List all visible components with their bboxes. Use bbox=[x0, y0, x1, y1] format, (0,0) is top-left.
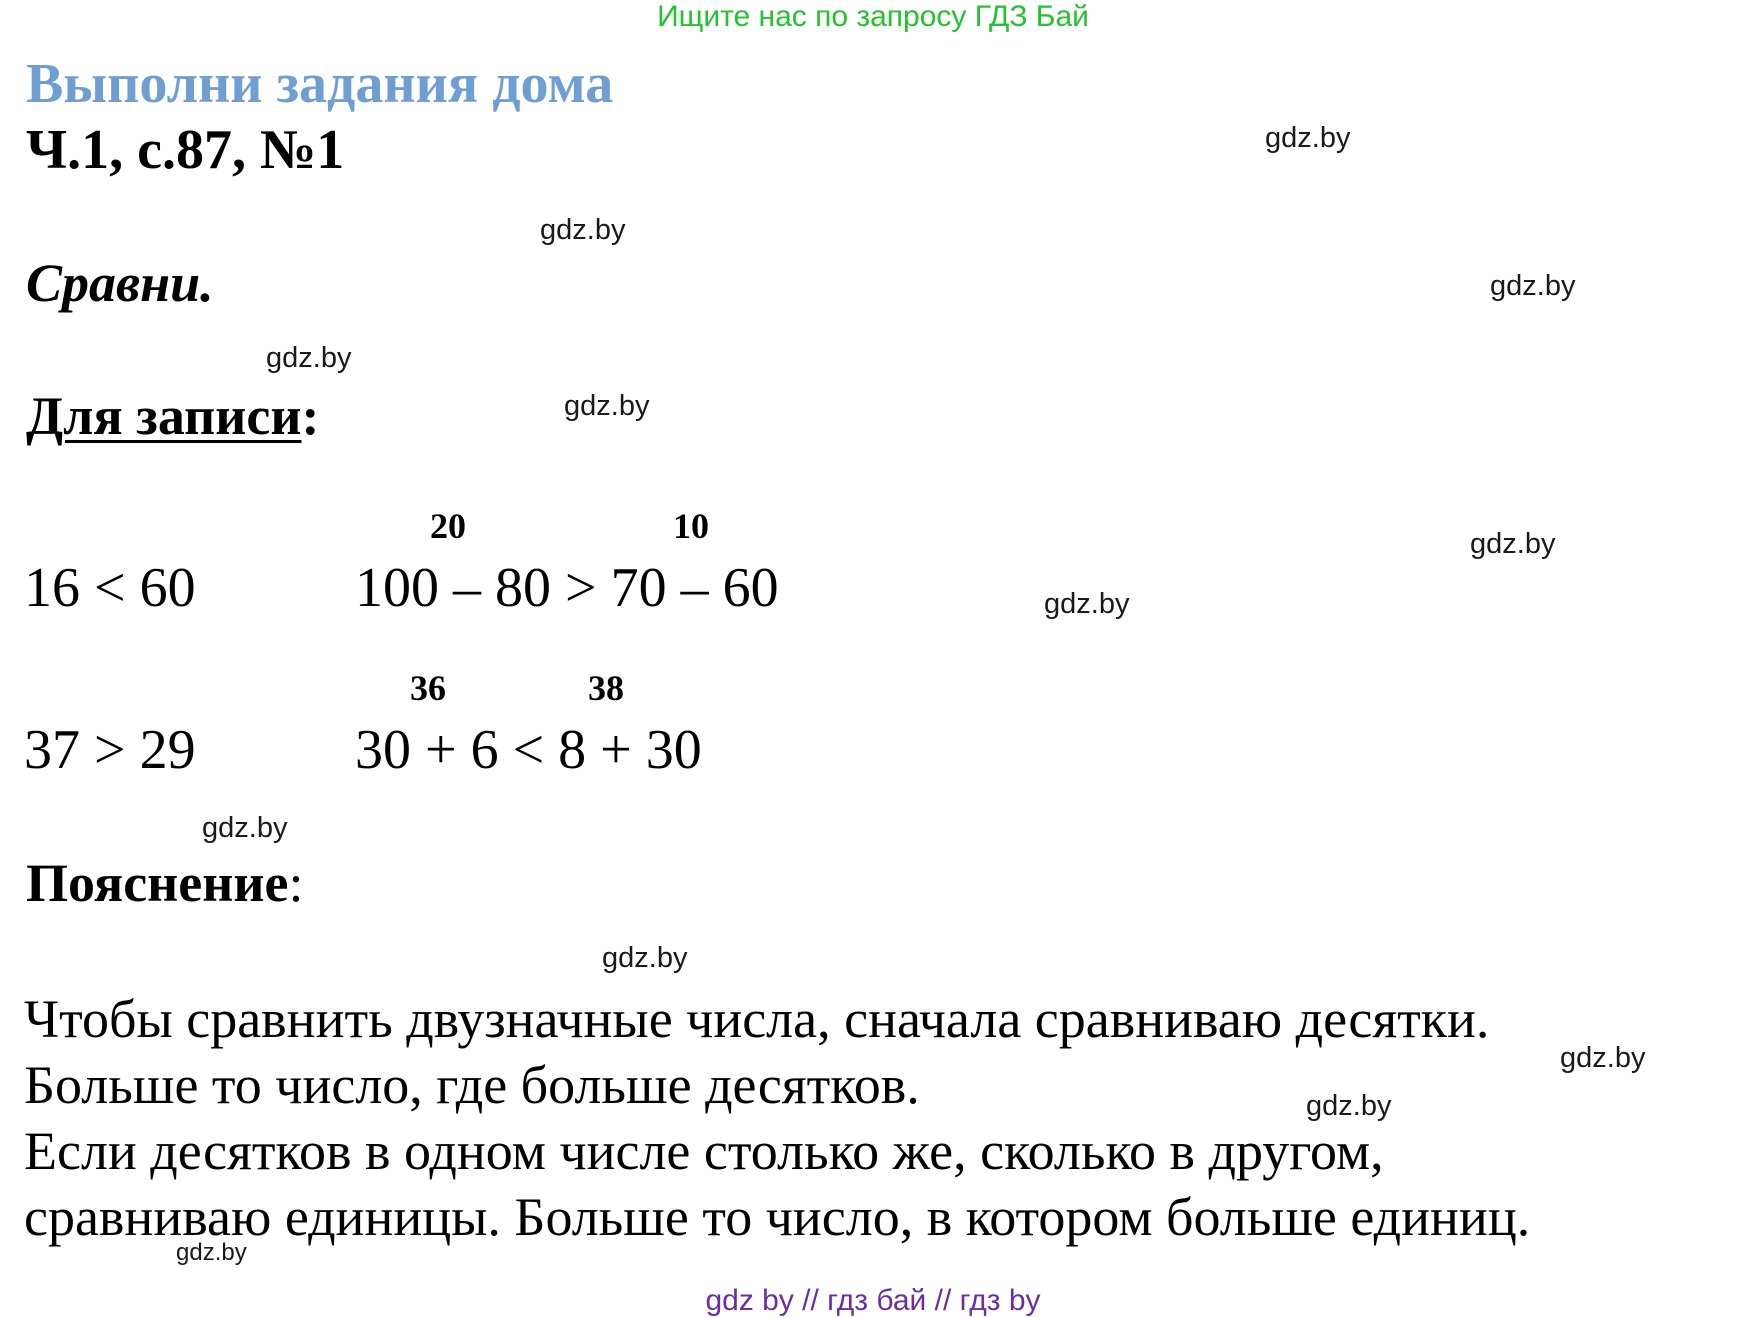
comparison-1-intermediate-a: 20 bbox=[430, 506, 466, 546]
explanation-line-4: сравниваю единицы. Больше то число, в котором больше единиц. bbox=[24, 1187, 1531, 1247]
explanation-label-text: Пояснение bbox=[26, 853, 289, 913]
record-label-colon: : bbox=[301, 386, 320, 446]
comparison-2-left: 37 > 29 bbox=[24, 719, 196, 781]
watermark: gdz.by bbox=[1490, 270, 1576, 302]
watermark: gdz.by bbox=[1265, 122, 1351, 154]
instruction: Сравни. bbox=[26, 253, 214, 313]
section-title: Выполни задания дома bbox=[26, 53, 614, 115]
watermark: gdz.by bbox=[602, 942, 688, 974]
explanation-label bbox=[26, 852, 303, 914]
watermark: gdz.by bbox=[1306, 1090, 1392, 1122]
comparison-1-right: 100 – 80 > 70 – 60 bbox=[355, 557, 779, 619]
record-label-text: Для записи bbox=[26, 386, 302, 446]
record-label bbox=[26, 385, 319, 447]
explanation-line-2: Больше то число, где больше десятков. bbox=[24, 1055, 920, 1115]
watermark: gdz.by bbox=[540, 214, 626, 246]
explanation-line-3: Если десятков в одном числе столько же, сколько в другом, bbox=[24, 1121, 1384, 1181]
watermark: gdz.by bbox=[1470, 528, 1556, 560]
comparison-2-intermediate-a: 36 bbox=[410, 668, 446, 708]
explanation-line-1: Чтобы сравнить двузначные числа, сначала сравниваю десятки. bbox=[24, 989, 1490, 1049]
watermark: gdz.by bbox=[1560, 1042, 1646, 1074]
comparison-2-intermediate-b: 38 bbox=[588, 668, 624, 708]
comparison-1-left: 16 < 60 bbox=[24, 557, 196, 619]
top-banner: Ищите нас по запросу ГДЗ Бай bbox=[657, 0, 1089, 33]
watermark: gdz.by bbox=[176, 1239, 247, 1266]
watermark: gdz.by bbox=[1044, 588, 1130, 620]
watermark: gdz.by bbox=[564, 390, 650, 422]
comparison-1-intermediate-b: 10 bbox=[673, 506, 709, 546]
watermark: gdz.by bbox=[266, 342, 352, 374]
watermark: gdz.by bbox=[202, 812, 288, 844]
comparison-2-right: 30 + 6 < 8 + 30 bbox=[355, 719, 702, 781]
footer-links: gdz by // гдз бай // гдз by bbox=[705, 1284, 1041, 1317]
task-reference: Ч.1, с.87, №1 bbox=[26, 119, 345, 181]
explanation-label-colon: : bbox=[288, 853, 304, 913]
